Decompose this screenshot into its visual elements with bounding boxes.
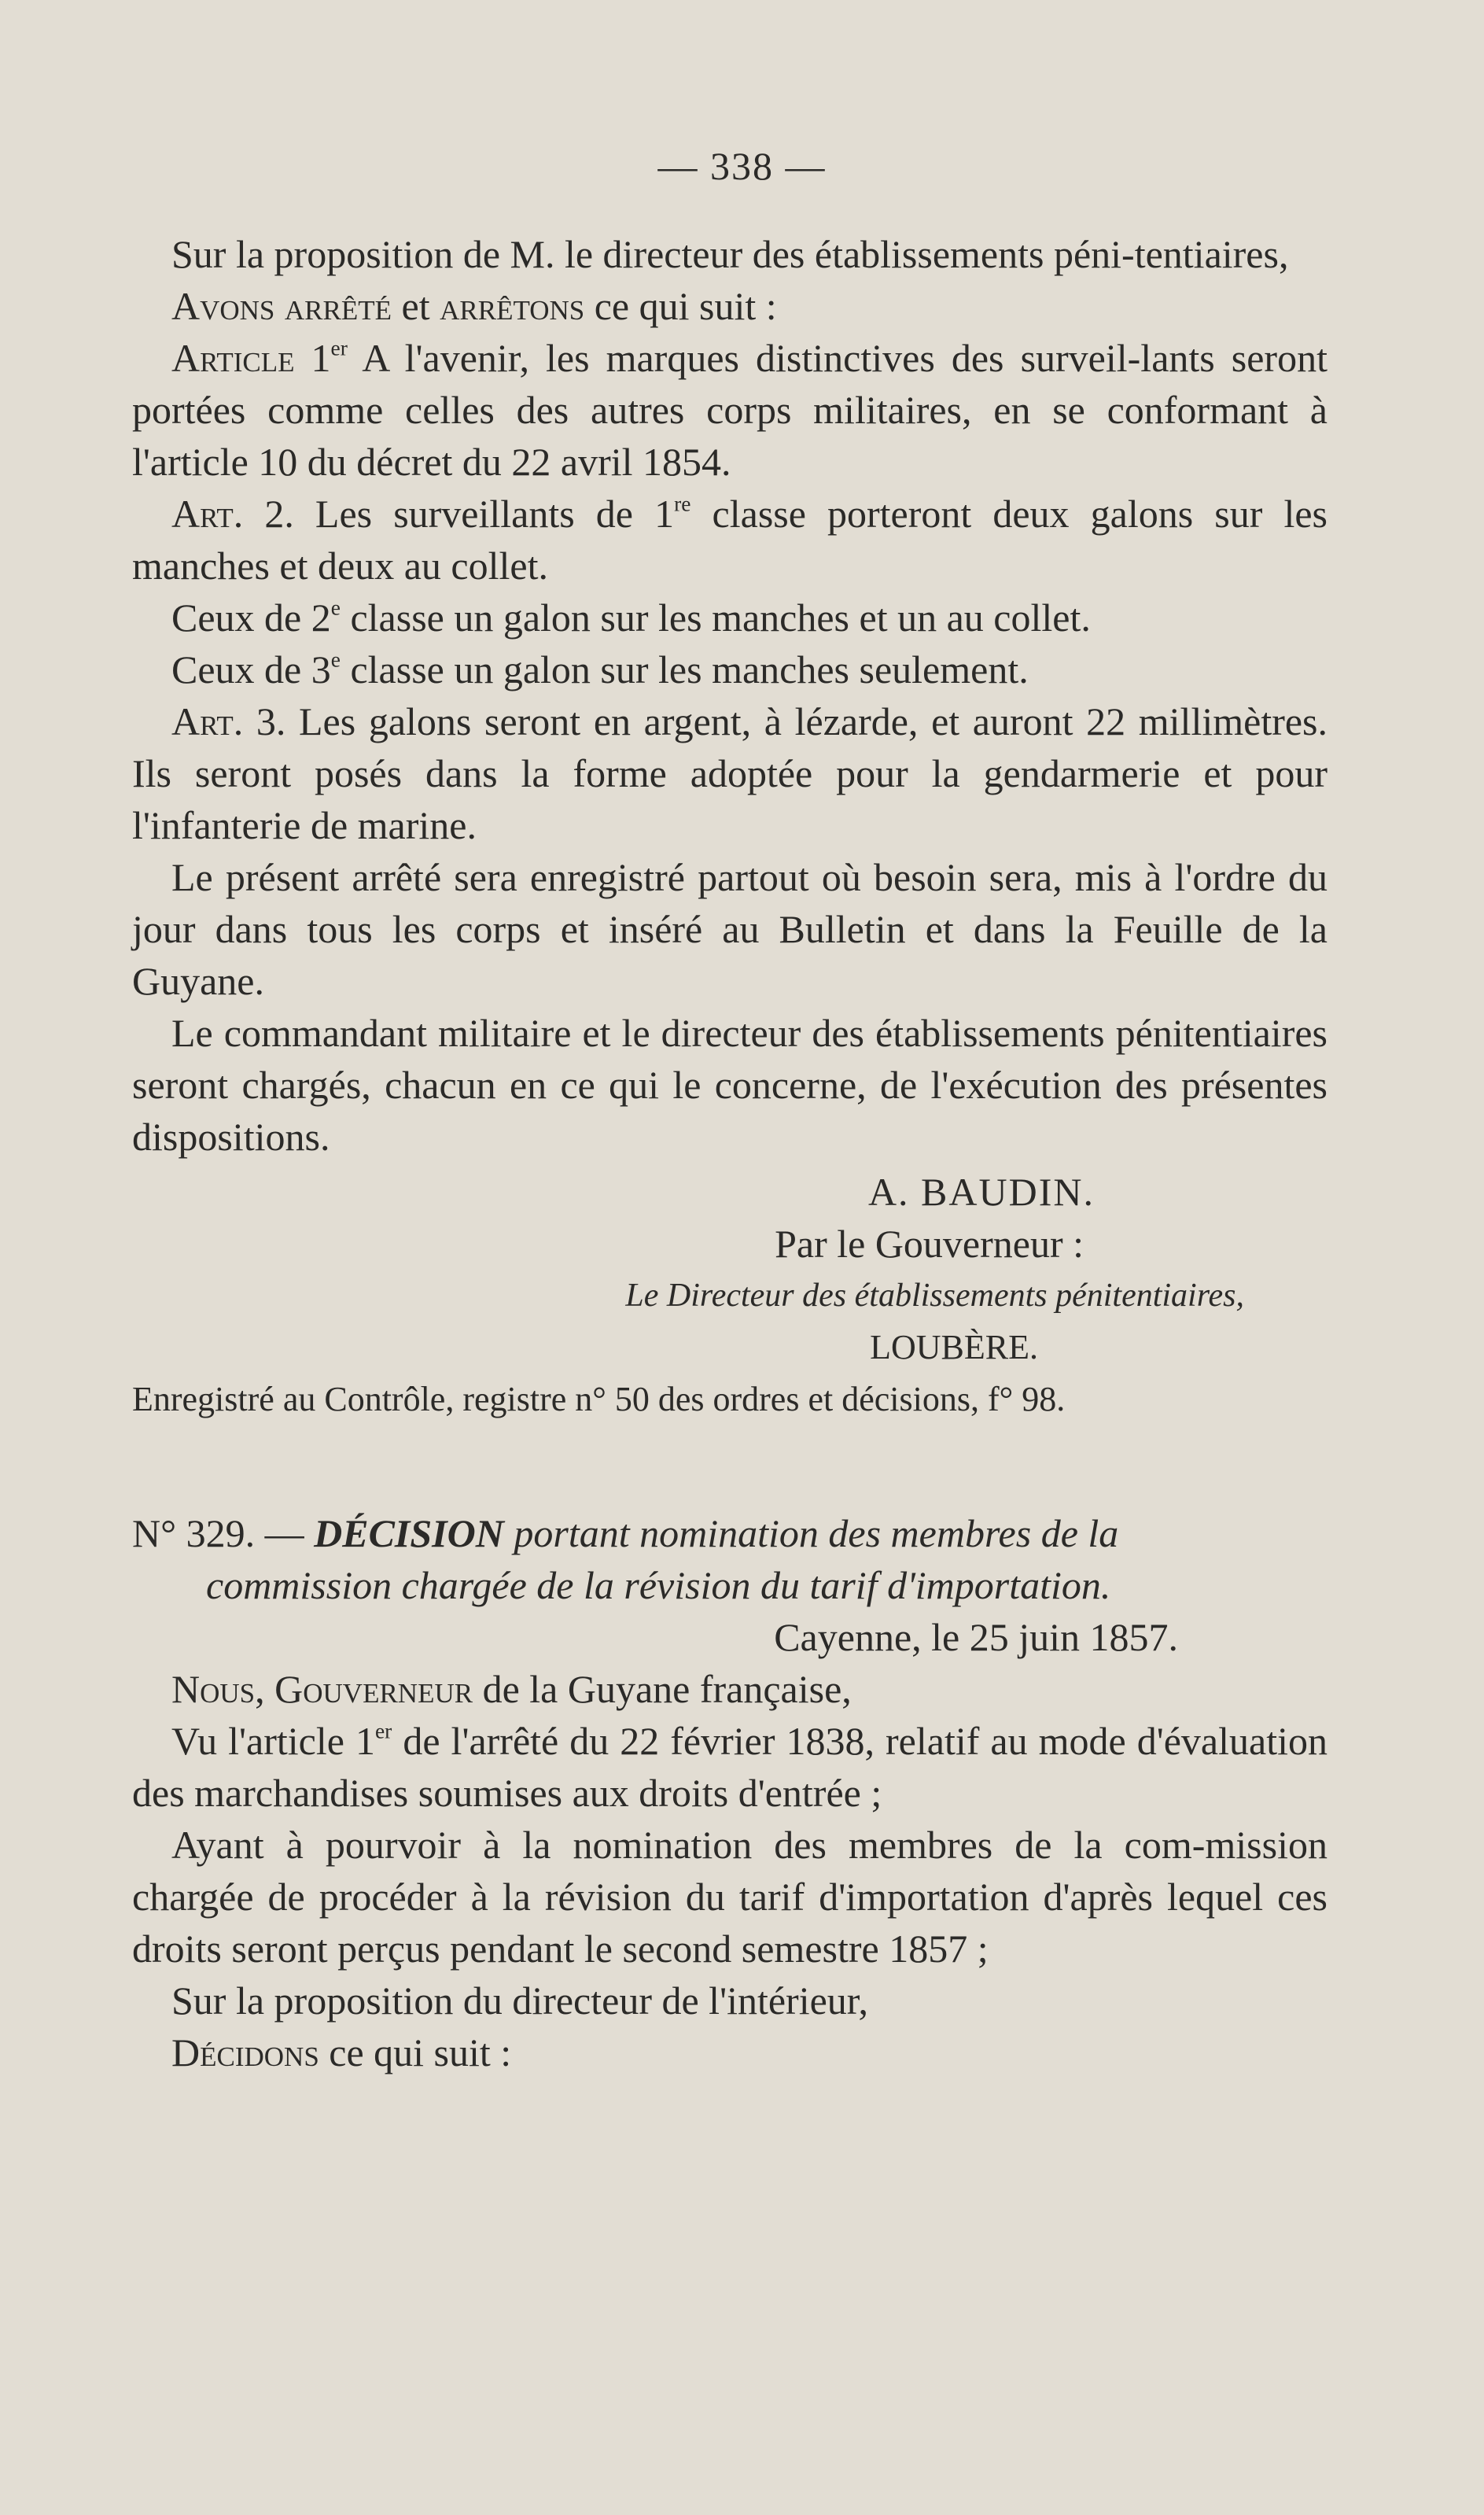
article-1-text: A l'avenir, les marques distinctives des surveil-lants seront portées comme celles des autres corps militaires, en se conformant à l'article 10 du décret du 22 avril 1854. [132, 336, 1327, 484]
ceux-3-text2: classe un galon sur les manches seulement. [340, 647, 1029, 691]
signature-by: Par le Gouverneur : [775, 1222, 1084, 1266]
article-3-label: Art. 3. [171, 699, 286, 743]
decision-number: N° 329. — [132, 1511, 315, 1555]
paragraph-nous [132, 1663, 1327, 1715]
paragraph-commandant: Le commandant militaire et le directeur des établissements pénitentiaires seront chargés, chacun en ce qui le concerne, de l'exécution des présentes dispositions. [132, 1011, 1327, 1159]
decision-date: Cayenne, le 25 juin 1857. [774, 1615, 1178, 1659]
nous-word: Nous, [171, 1667, 265, 1711]
arrete-word: arrêté [274, 284, 402, 328]
article-3-text: Les galons seront en argent, à lézarde, et auront 22 millimètres. Ils seront posés dans la forme adoptée pour la gendarmerie et pour l'infanterie de marine. [132, 699, 1328, 847]
paragraph-sur-proposition: Sur la proposition du directeur de l'intérieur, [171, 1978, 868, 2023]
ceux-2-sup: e [330, 595, 341, 620]
document-body [132, 228, 1327, 2078]
paragraph-ceux-3 [132, 644, 1327, 695]
vu-sup: er [374, 1718, 392, 1743]
ceux-2-text1: Ceux de 2 [171, 596, 331, 640]
paragraph-decidons [132, 2026, 1327, 2078]
decidons-word: Décidons [171, 2030, 319, 2074]
article-1-label: Article 1 [171, 336, 331, 380]
et-word: et [401, 284, 430, 328]
paragraph-ceux-2 [132, 592, 1327, 644]
registration-note: Enregistré au Contrôle, registre n° 50 des ordres et décisions, f° 98. [132, 1380, 1066, 1418]
signature-role: Le Directeur des établissements pénitentiaires, [625, 1278, 1244, 1314]
page-number: — 338 — [657, 144, 827, 188]
paragraph-proposition: Sur la proposition de M. le directeur des établissements péni-tentiaires, [171, 232, 1289, 276]
article-2-label: Art. 2. [171, 492, 294, 536]
article-2 [132, 488, 1327, 592]
decision-title [132, 1507, 1327, 1559]
decision-keyword: DÉCISION [314, 1511, 504, 1555]
paragraph-avons-arrete [132, 280, 1327, 332]
article-1-sup: er [330, 335, 348, 360]
paragraph-vu [132, 1715, 1327, 1819]
decidons-rest: ce qui suit : [319, 2030, 512, 2074]
decision-title-line2: commission chargée de la révision du tarif d'importation. [206, 1563, 1111, 1607]
decision-title-rest: portant nomination des membres de la [503, 1511, 1119, 1555]
gouverneur-word: Gouverneur [264, 1667, 473, 1711]
signature-signer: LOUBÈRE. [870, 1328, 1038, 1366]
paragraph-ayant: Ayant à pourvoir à la nomination des membres de la com-mission chargée de procéder à la révision du tarif d'importation d'après lequel ces droits seront perçus pendant le second semestre 1857 ; [132, 1823, 1327, 1971]
ceux-2-text2: classe un galon sur les manches et un au collet. [340, 596, 1091, 640]
arretons-word: arrêtons [429, 284, 595, 328]
vu-text1: Vu l'article 1 [171, 1719, 375, 1763]
article-2-sup: re [674, 491, 691, 516]
article-2-text2: classe porteront deux galons sur les manches et deux au collet. [132, 492, 1328, 588]
paragraph-present-arrete: Le présent arrêté sera enregistré partout où besoin sera, mis à l'ordre du jour dans tous les corps et inséré au Bulletin et dans la Feuille de la Guyane. [132, 855, 1327, 1003]
nous-rest: de la Guyane française, [473, 1667, 852, 1711]
article-1 [132, 332, 1327, 488]
vu-text2: de l'arrêté du 22 février 1838, relatif au mode d'évaluation des marchandises soumises aux droits d'entrée ; [132, 1719, 1327, 1815]
article-2-text1: Les surveillants de 1 [293, 492, 675, 536]
ceux-3-text1: Ceux de 3 [171, 647, 331, 691]
article-3 [132, 695, 1327, 851]
avons-word: Avons [171, 284, 275, 328]
avons-rest: ce qui suit : [594, 284, 777, 328]
ceux-3-sup: e [330, 647, 341, 672]
signature-name: A. BAUDIN. [867, 1170, 1095, 1214]
